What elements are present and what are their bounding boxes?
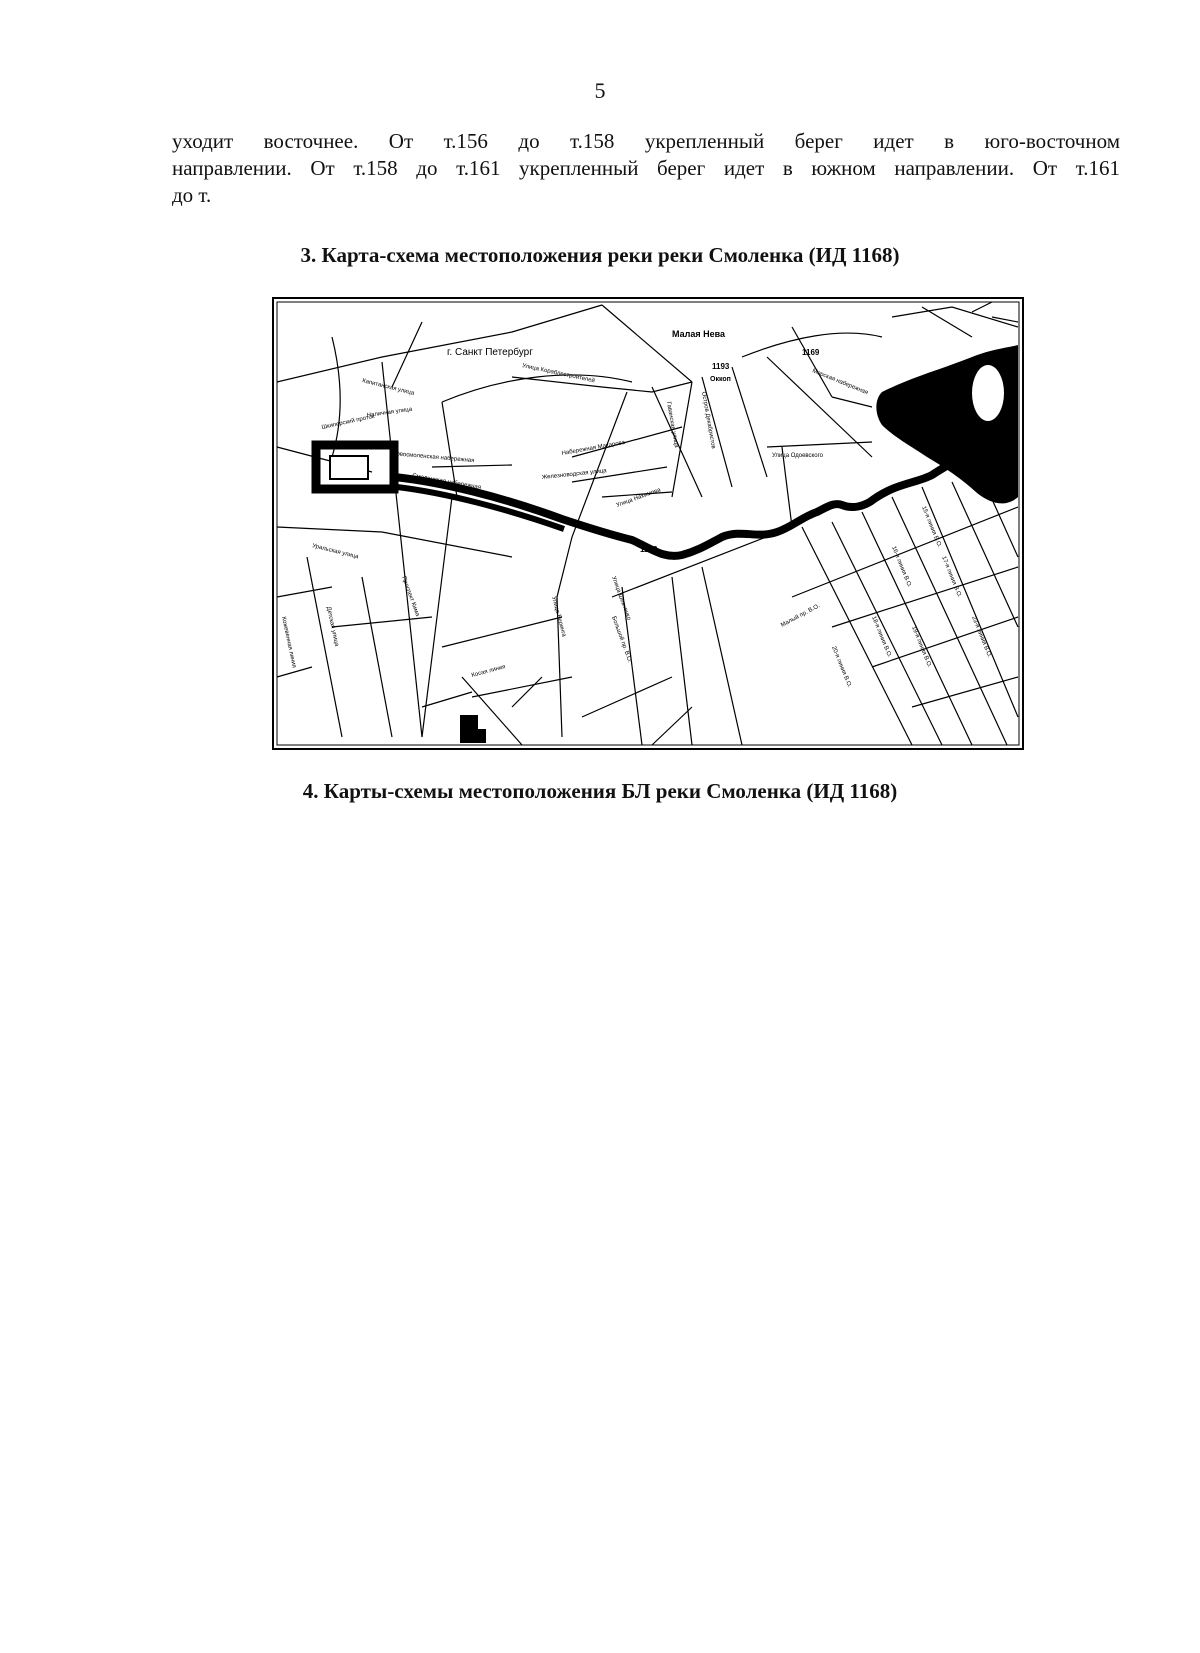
paragraph-line: направлении. От т.158 до т.161 укрепленный берег идет в южном направлении. От т.161 (172, 156, 1120, 180)
label-kosaya: Косая линия (470, 664, 507, 679)
label-15-liniya: 15-я линия В.О. (920, 505, 943, 549)
label-malyy-vo: Малый пр. В.О. (780, 603, 822, 629)
label-malaya-neva: Малая Нева (672, 329, 726, 339)
label-shevchenko: Улица Шевченко (610, 575, 632, 622)
label-bolshoy: Большой пр. В.О. (610, 615, 633, 664)
label-korablestroiteley: Улица Кораблестроителей (521, 363, 596, 385)
label-kapitanskaya: Капитанская улица (361, 378, 415, 397)
label-zheleznovodskaya: Железноводская улица (541, 468, 607, 481)
page-number: 5 (594, 78, 606, 103)
paragraph (172, 128, 1120, 209)
location-map (272, 297, 1024, 750)
label-19-liniya: 19-я линия В.О. (910, 625, 933, 669)
label-23-liniya: 23-я линия В.О. (970, 615, 993, 659)
label-makarova: Набережная Макарова (561, 439, 626, 457)
section-heading-4: 4. Карты-схемы местоположения БЛ реки Смоленка (ИД 1168) (302, 779, 898, 803)
paragraph-line: уходит восточнее. От т.156 до т.158 укрепленный берег идет в юго-восточном (172, 129, 1120, 153)
label-1193: 1193 (712, 362, 730, 371)
label-kozhevennaya: Кожевенная линия (280, 616, 297, 669)
label-novosmolenskaya: Новосмоленская набережная (391, 451, 475, 465)
block-dark-2 (472, 729, 486, 743)
label-morskaya: Морская набережная (811, 368, 869, 397)
label-uralskaya: Уральская улица (311, 543, 359, 561)
paragraph-line: до т. (172, 183, 212, 207)
label-detskaya: Детская улица (325, 606, 340, 647)
pond-island (330, 456, 368, 479)
label-beringa: Улица Беринга (550, 595, 567, 638)
label-nahimova: Улица Нахимова (615, 487, 662, 509)
section-heading-3: 3. Карта-схема местоположения реки реки Смоленка (ИД 1168) (300, 243, 900, 267)
label-17-liniya: 17-я линия В.О. (940, 555, 963, 599)
label-okkervil: Оккоп (710, 376, 731, 383)
label-nalichnaya: Наличная улица (366, 406, 413, 419)
map-svg (272, 297, 1024, 750)
label-smolenskaya: Смоленская набережная (411, 473, 482, 492)
label-16-liniya: 16-я линия В.О. (890, 545, 913, 589)
label-odoevskogo: Улица Одоевского (772, 453, 823, 459)
label-1169: 1169 (802, 348, 820, 357)
label-gavanskaya: Гаванская улица (665, 401, 680, 449)
island-in-gulf (972, 365, 1004, 421)
label-city: г. Санкт Петербург (447, 347, 533, 358)
label-18-liniya: 18-я линия В.О. (870, 615, 893, 659)
label-20-liniya: 20-я линия В.О. (830, 645, 853, 689)
label-dekabristov: Остров Декабристов (700, 391, 716, 450)
label-shkiperskiy: Шкиперский проток (321, 413, 376, 431)
label-kima: Проспект Кима (400, 575, 421, 618)
label-1168: 1168 (640, 545, 658, 554)
